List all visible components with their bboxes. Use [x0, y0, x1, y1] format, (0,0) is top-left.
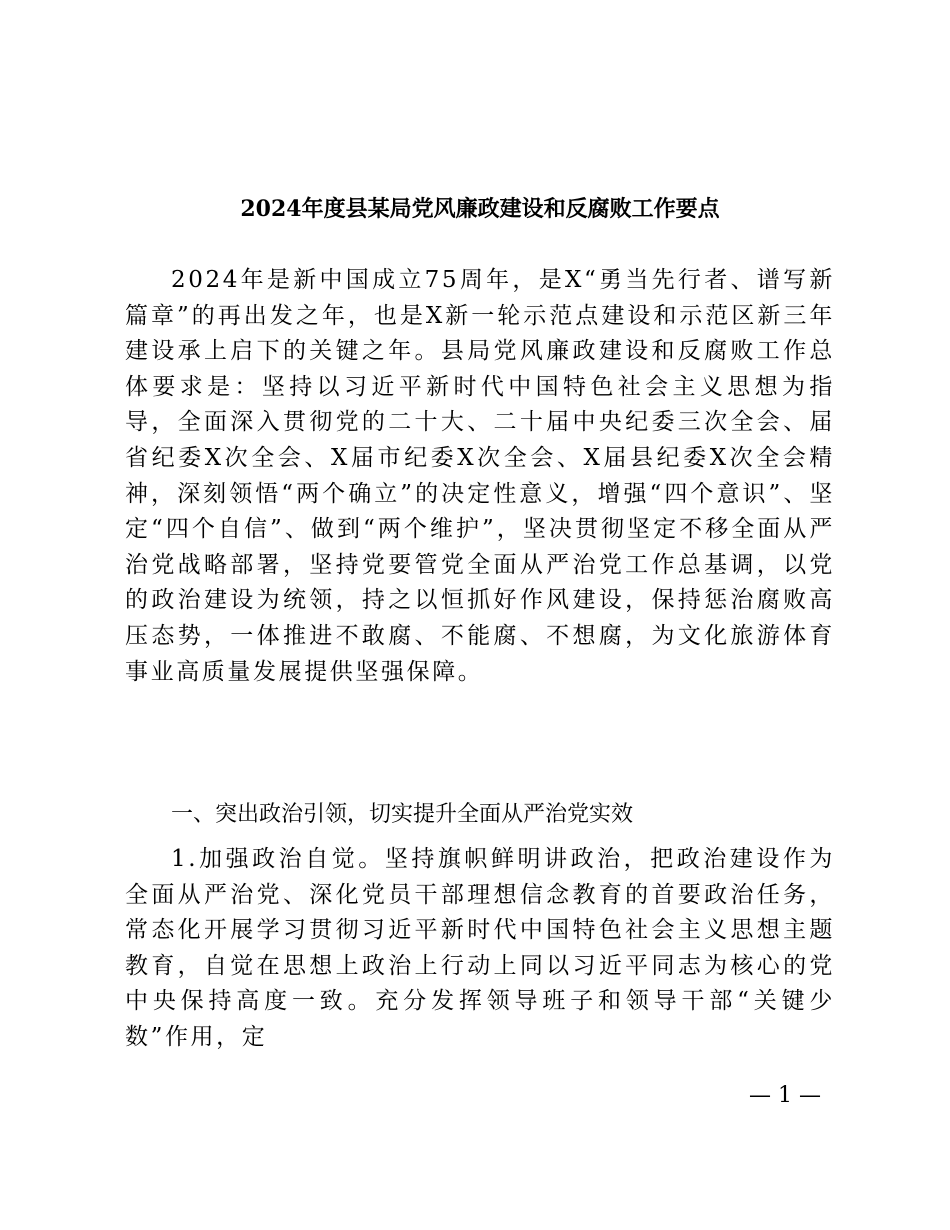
section-1-paragraph-block: [125, 842, 835, 1056]
page-number: — 1 —: [749, 1083, 821, 1108]
section-1-paragraph: 1.加强政治自觉。坚持旗帜鲜明讲政治，把政治建设作为全面从严治党、深化党员干部理想信念教育的首要政治任务，常态化开展学习贯彻习近平新时代中国特色社会主义思想主题教育，自觉在思想上政治上行动上同以习近平同志为核心的党中央保持高度一致。充分发挥领导班子和领导干部“关键少数”作用，定: [125, 846, 835, 1050]
intro-paragraph: 2024年是新中国成立75周年，是X“勇当先行者、谱写新篇章”的再出发之年，也是X新一轮示范点建设和示范区新三年建设承上启下的关键之年。县局党风廉政建设和反腐败工作总体要求是：坚持以习近平新时代中国特色社会主义思想为指导，全面深入贯彻党的二十大、二十届中央纪委三次全会、届省纪委X次全会、X届市纪委X次全会、X届县纪委X次全会精神，深刻领悟“两个确立”的决定性意义，增强“四个意识”、坚定“四个自信”、做到“两个维护”，坚决贯彻坚定不移全面从严治党战略部署，坚持党要管党全面从严治党工作总基调，以党的政治建设为统领，持之以恒抓好作风建设，保持惩治腐败高压态势，一体推进不敢腐、不能腐、不想腐，为文化旅游体育事业高质量发展提供坚强保障。: [125, 267, 835, 685]
section-1-heading: 一、突出政治引领，切实提升全面从严治党实效: [171, 802, 634, 827]
document-title: 2024年度县某局党风廉政建设和反腐败工作要点: [240, 196, 720, 222]
intro-paragraph-block: [125, 263, 835, 690]
